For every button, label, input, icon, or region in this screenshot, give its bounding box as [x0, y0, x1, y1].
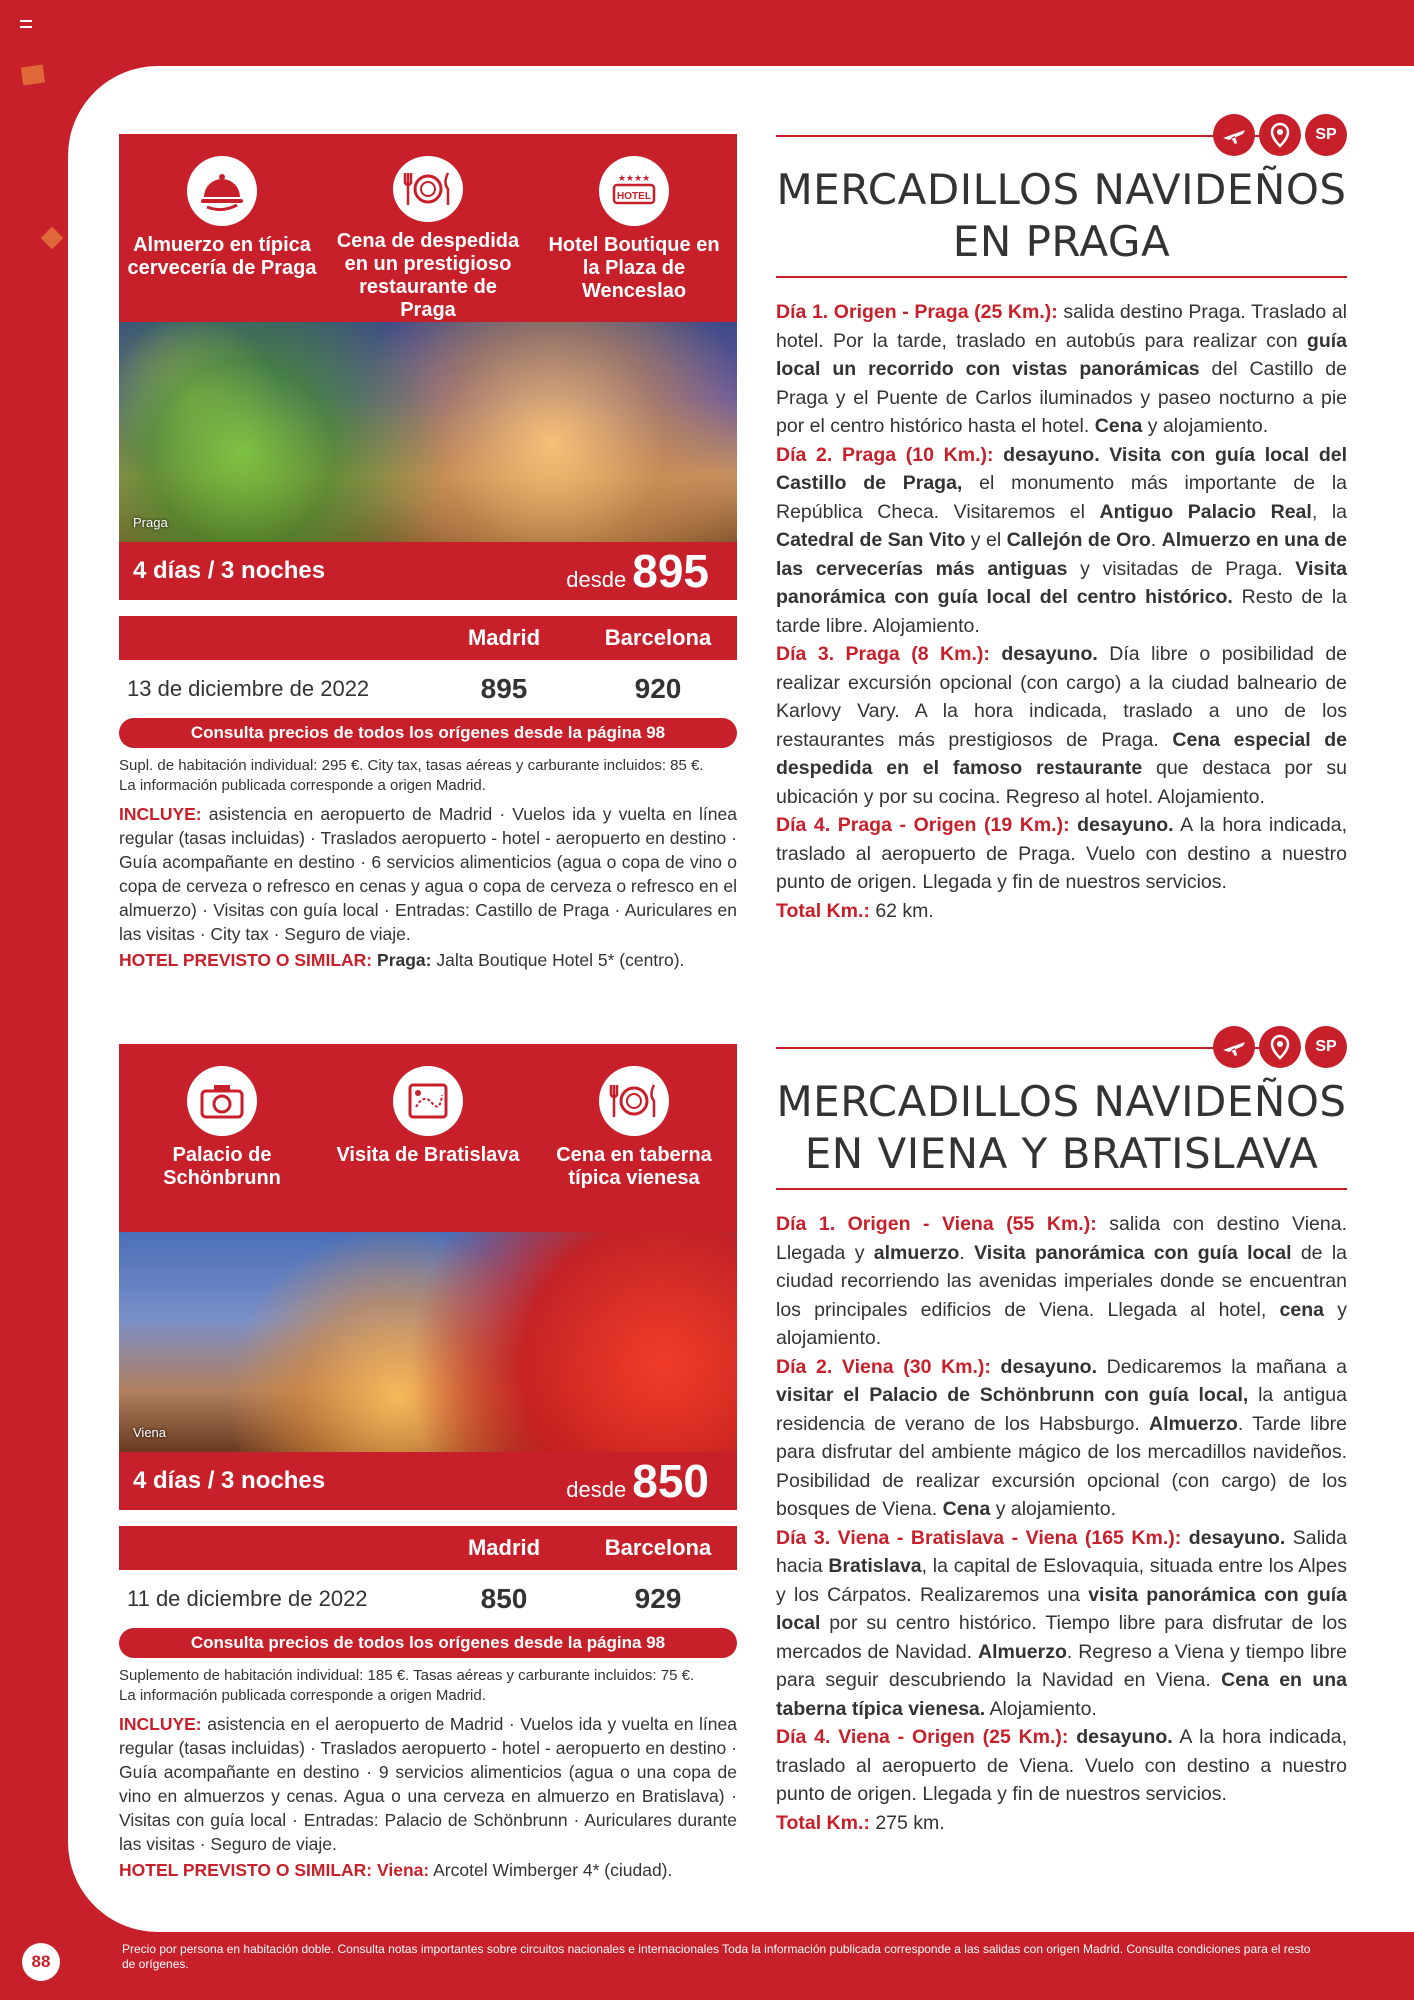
itinerary — [776, 298, 1347, 897]
plane-icon — [1213, 1026, 1255, 1068]
origin-info-text: La información publicada corresponde a origen Madrid. — [119, 1687, 486, 1704]
incluye-text: asistencia en aeropuerto de Madrid · Vuelos ida y vuelta en línea regular (tasas incluidas) · Traslados aeropuerto - hotel - aeropuerto en destino · Guía acompañante en destino · 6 servicios alimenticios (agua o copa de vino o copa de cerveza o refresco en cenas y agua o copa de cerveza o refresco en el almuerzo) · Visitas con guía local · Entradas: Castillo de Praga · Auriculares en las visitas · City tax · Seguro de viaje. — [119, 804, 737, 944]
hotel-block — [119, 1858, 737, 1882]
day-text: desayuno. — [990, 1355, 1098, 1378]
tour-praga-summary — [119, 134, 737, 972]
day-text: Visita panorámica con guía local — [974, 1241, 1292, 1264]
praga-christmas-photo — [119, 322, 737, 542]
origin-info-text: La información publicada corresponde a origen Madrid. — [119, 777, 486, 794]
price-value: 850 — [632, 1455, 709, 1507]
day-heading: Día 3. Viena - Bratislava - Viena (165 Km.): — [776, 1526, 1182, 1549]
price-table-header — [119, 616, 737, 660]
hotel-city: Praga: — [377, 950, 432, 970]
total-value: 275 km. — [875, 1811, 945, 1834]
total-value: 62 km. — [875, 899, 934, 922]
highlights-panel — [119, 1044, 737, 1232]
svg-text:HOTEL: HOTEL — [617, 191, 651, 202]
origin-madrid: Madrid — [467, 625, 541, 650]
itinerary-day — [776, 640, 1347, 811]
day-text: Almuerzo en una de las cervecerías más antiguas — [776, 529, 1348, 580]
plate-cutlery-icon — [599, 1066, 669, 1136]
day-text: A la hora indicada, traslado al aeropuerto de Praga. Vuelo con destino a nuestro punto de origen. Llegada y fin de nuestros servicios. — [776, 814, 1347, 893]
price-bar — [119, 1452, 737, 1510]
day-text: Alojamiento. — [985, 1697, 1097, 1720]
departure-date: 11 de diciembre de 2022 — [127, 1586, 368, 1611]
day-text: Resto de la tarde libre. Alojamiento. — [776, 586, 1348, 637]
day-text: la antigua residencia de verano de los Habsburgo. — [776, 1384, 1347, 1435]
title-rule — [776, 1188, 1347, 1190]
day-heading: Día 2. Viena (30 Km.): — [776, 1355, 991, 1378]
map-icon — [393, 1066, 463, 1136]
tour-title — [776, 1070, 1347, 1188]
sp-badge: SP — [1305, 1026, 1347, 1068]
hotel-label: HOTEL PREVISTO O SIMILAR: — [119, 1860, 373, 1880]
incluye-block — [119, 1712, 737, 1856]
day-text: cena — [1279, 1298, 1324, 1321]
price-madrid: 850 — [480, 1583, 528, 1614]
title-line-2: EN PRAGA — [952, 217, 1171, 266]
day-text: que destaca por su ubicación y por su cocina. Regreso al hotel. Alojamiento. — [776, 757, 1347, 808]
day-text: del Castillo de Praga y el Puente de Carlos iluminados y paseo nocturno a pie por el centro histórico hasta el hotel. — [776, 358, 1347, 437]
day-text: . — [959, 1241, 975, 1264]
pin-icon — [1259, 1026, 1301, 1068]
supplement-info — [119, 1666, 737, 1706]
day-text: desayuno. — [989, 643, 1098, 665]
sp-badge: SP — [1305, 114, 1347, 156]
day-text: Antiguo Palacio Real — [1099, 500, 1312, 523]
svg-text:★★★★: ★★★★ — [617, 174, 651, 184]
price-value: 895 — [632, 545, 709, 597]
hotel-label: HOTEL PREVISTO O SIMILAR: — [119, 950, 373, 970]
consulta-precios-link[interactable]: Consulta precios de todos los orígenes desde la página 98 — [119, 1628, 737, 1658]
total-km — [776, 1809, 1347, 1838]
divider — [776, 1047, 1287, 1049]
day-heading: Día 4. Viena - Origen (25 Km.): — [776, 1726, 1069, 1748]
pin-icon — [1259, 114, 1301, 156]
price-from — [566, 1454, 709, 1508]
itinerary-day — [776, 811, 1347, 897]
page-number: 88 — [22, 1943, 60, 1981]
itinerary-day — [776, 1210, 1347, 1353]
day-text: Visita panorámica con guía local del centro histórico. — [776, 557, 1347, 608]
day-text: Dedicaremos la mañana a — [1097, 1355, 1347, 1378]
day-heading: Día 1. Origen - Praga (25 Km.): — [776, 301, 1058, 323]
hotel-name: Arcotel Wimberger 4* (ciudad). — [433, 1860, 673, 1880]
day-text: . Tarde libre para disfrutar del ambiente mágico de los mercadillos navideños. Posibilidad de realizar excursión opcional (con cargo) de los bosques de Viena. — [776, 1412, 1348, 1520]
origin-barcelona: Barcelona — [604, 625, 712, 650]
day-text: , la capital de Eslovaquia, situada entre los Alpes y los Cárpatos. Realizaremos una — [776, 1555, 1347, 1606]
highlight-label: Palacio de Schönbrunn — [163, 1144, 281, 1189]
highlight-label: Almuerzo en típica cervecería de Praga — [127, 234, 317, 279]
incluye-block — [119, 802, 737, 946]
day-text: , la — [1311, 500, 1348, 523]
day-text: salida destino Praga. Traslado al hotel. Por la tarde, traslado en autobús para realizar con — [776, 301, 1347, 352]
total-label: Total Km.: — [776, 1811, 870, 1834]
day-text: desayuno. — [1069, 814, 1174, 836]
price-from — [566, 544, 709, 598]
tour-viena-summary — [119, 1044, 737, 1882]
day-text: . Regreso a Viena y tiempo libre para seguir descubriendo la Navidad en Viena. — [776, 1640, 1348, 1691]
price-bar — [119, 542, 737, 600]
photo-caption: Viena — [133, 1425, 167, 1440]
highlight-item — [539, 156, 729, 322]
head-icons — [776, 112, 1347, 158]
day-text: guía local un recorrido con vistas panorámicas — [776, 329, 1347, 380]
day-text: Día libre o posibilidad de realizar excursión opcional (con cargo) a la ciudad balneario de Karlovy Vary. A la hora indicada, traslado a uno de los restaurantes más prestigiosos de Praga. — [776, 643, 1348, 751]
duration: 4 días / 3 noches — [133, 1467, 326, 1494]
table-row — [119, 1570, 737, 1628]
itinerary-day — [776, 1723, 1347, 1809]
total-label: Total Km.: — [776, 899, 870, 922]
day-text: salida con destino Viena. Llegada y — [776, 1213, 1347, 1264]
day-text: Callejón de Oro — [1006, 529, 1151, 551]
hotel-name: Jalta Boutique Hotel 5* (centro). — [436, 950, 685, 970]
day-text: visita panorámica con guía local — [776, 1583, 1347, 1634]
day-text: y el — [965, 529, 1007, 551]
highlight-item — [333, 1066, 523, 1232]
title-rule — [776, 276, 1347, 278]
day-text: desayuno. — [1068, 1726, 1173, 1748]
day-text: Cena — [942, 1498, 991, 1520]
hotel-city: Viena: — [377, 1860, 430, 1880]
day-text: Almuerzo — [1149, 1412, 1238, 1435]
title-line-1: MERCADILLOS NAVIDEÑOS — [776, 1077, 1347, 1126]
itinerary-day — [776, 298, 1347, 441]
highlight-label: Visita de Bratislava — [336, 1144, 520, 1166]
day-text: almuerzo — [873, 1241, 960, 1264]
tour-title — [776, 158, 1347, 276]
highlight-item — [127, 156, 317, 322]
itinerary-day — [776, 1353, 1347, 1524]
table-row — [119, 660, 737, 718]
total-km — [776, 897, 1347, 926]
day-text: Catedral de San Vito — [776, 529, 966, 551]
highlight-label: Cena en taberna típica vienesa — [556, 1144, 712, 1189]
price-barcelona: 920 — [634, 673, 682, 704]
day-heading: Día 4. Praga - Origen (19 Km.): — [776, 814, 1070, 836]
highlight-label: Cena de despedida en un prestigioso restaurante de Praga — [336, 230, 520, 321]
title-line-1: MERCADILLOS NAVIDEÑOS — [776, 165, 1347, 214]
day-heading: Día 1. Origen - Viena (55 Km.): — [776, 1213, 1097, 1235]
day-text: Cena especial de despedida en el famoso restaurante — [776, 728, 1348, 779]
footer-note: Precio por persona en habitación doble. Consulta notas importantes sobre circuitos nacionales e internacionales Toda la información publicada corresponde a las salidas con origen Madrid. Consulta condiciones para el resto de orígenes. — [122, 1942, 1311, 1971]
photo-caption: Praga — [133, 515, 168, 530]
duration: 4 días / 3 noches — [133, 557, 326, 584]
day-text: visitar el Palacio de Schönbrunn con guía local, — [776, 1384, 1249, 1406]
desde-label: desde — [566, 1477, 627, 1502]
day-text: Cena en una taberna típica vienesa. — [776, 1669, 1347, 1720]
itinerary-day — [776, 441, 1347, 641]
day-text: . — [1150, 529, 1162, 551]
origin-madrid: Madrid — [467, 1535, 541, 1560]
incluye-label: INCLUYE: — [119, 804, 202, 824]
title-line-2: EN VIENA Y BRATISLAVA — [804, 1129, 1319, 1178]
hotel-icon — [599, 156, 669, 226]
highlight-label: Hotel Boutique en la Plaza de Wenceslao — [548, 234, 720, 302]
plate-cutlery-icon — [393, 156, 463, 222]
day-heading: Día 2. Praga (10 Km.): — [776, 443, 994, 466]
divider — [776, 135, 1287, 137]
price-table-header — [119, 1526, 737, 1570]
decorative-square — [21, 65, 45, 86]
incluye-text: asistencia en el aeropuerto de Madrid · Vuelos ida y vuelta en línea regular (tasas incluidas) · Traslados aeropuerto - hotel - aeropuerto en destino · Guía acompañante en destino · 9 servicios alimenticios (agua o una copa de vino en almuerzos y cenas. Agua o una cerveza en almuerzo en Bratislava) · Visitas con guía local · Entradas: Palacio de Schönbrunn · Auriculares durante las visitas · Seguro de viaje. — [119, 1714, 737, 1854]
hotel-block — [119, 948, 737, 972]
supplement-text: Supl. de habitación individual: 295 €. City tax, tasas aéreas y carburante incluidos: 85 €. — [119, 757, 704, 774]
supplement-text: Suplemento de habitación individual: 185 €. Tasas aéreas y carburante incluidos: 75 €. — [119, 1667, 695, 1684]
day-heading: Día 3. Praga (8 Km.): — [776, 643, 990, 665]
day-text: Bratislava — [828, 1555, 922, 1577]
day-text: por su centro histórico. Tiempo libre para disfrutar de los mercados de Navidad. — [776, 1612, 1347, 1663]
menu-icon[interactable] — [20, 20, 32, 28]
day-text: y alojamiento. — [776, 1298, 1347, 1349]
tour-viena-itinerary — [776, 1024, 1347, 1837]
viena-christmas-photo — [119, 1232, 737, 1452]
supplement-info — [119, 756, 737, 796]
itinerary-day — [776, 1524, 1347, 1724]
highlights-panel — [119, 134, 737, 322]
origin-barcelona: Barcelona — [604, 1535, 712, 1560]
day-text: y alojamiento. — [1142, 415, 1269, 437]
day-text: y visitadas de Praga. — [1067, 557, 1296, 580]
decorative-diamond — [41, 227, 64, 250]
consulta-precios-link[interactable]: Consulta precios de todos los orígenes desde la página 98 — [119, 718, 737, 748]
cloche-icon — [187, 156, 257, 226]
plane-icon — [1213, 114, 1255, 156]
incluye-label: INCLUYE: — [119, 1714, 202, 1734]
day-text: el monumento más importante de la República Checa. Visitaremos el — [776, 472, 1347, 523]
price-barcelona: 929 — [634, 1583, 682, 1614]
departure-date: 13 de diciembre de 2022 — [127, 676, 370, 701]
head-icons — [776, 1024, 1347, 1070]
highlight-item — [333, 156, 523, 322]
desde-label: desde — [566, 567, 627, 592]
day-text: Salida hacia — [776, 1526, 1347, 1577]
camera-icon — [187, 1066, 257, 1136]
price-madrid: 895 — [480, 673, 528, 704]
itinerary — [776, 1210, 1347, 1809]
tour-praga-itinerary — [776, 112, 1347, 925]
day-text: y alojamiento. — [990, 1498, 1117, 1520]
day-text: A la hora indicada, traslado al aeropuerto de Viena. Vuelo con destino a nuestro punto de origen. Llegada y fin de nuestros servicios. — [776, 1726, 1347, 1805]
day-text: desayuno. Visita con guía local del Castillo de Praga, — [776, 443, 1347, 494]
highlight-item — [539, 1066, 729, 1232]
day-text: Cena — [1094, 415, 1143, 437]
day-text: Almuerzo — [978, 1640, 1067, 1663]
day-text: de la ciudad recorriendo las avenidas imperiales donde se encuentran los principales edificios de Viena. Llegada al hotel, — [776, 1241, 1347, 1321]
day-text: desayuno. — [1181, 1526, 1286, 1549]
highlight-item — [127, 1066, 317, 1232]
